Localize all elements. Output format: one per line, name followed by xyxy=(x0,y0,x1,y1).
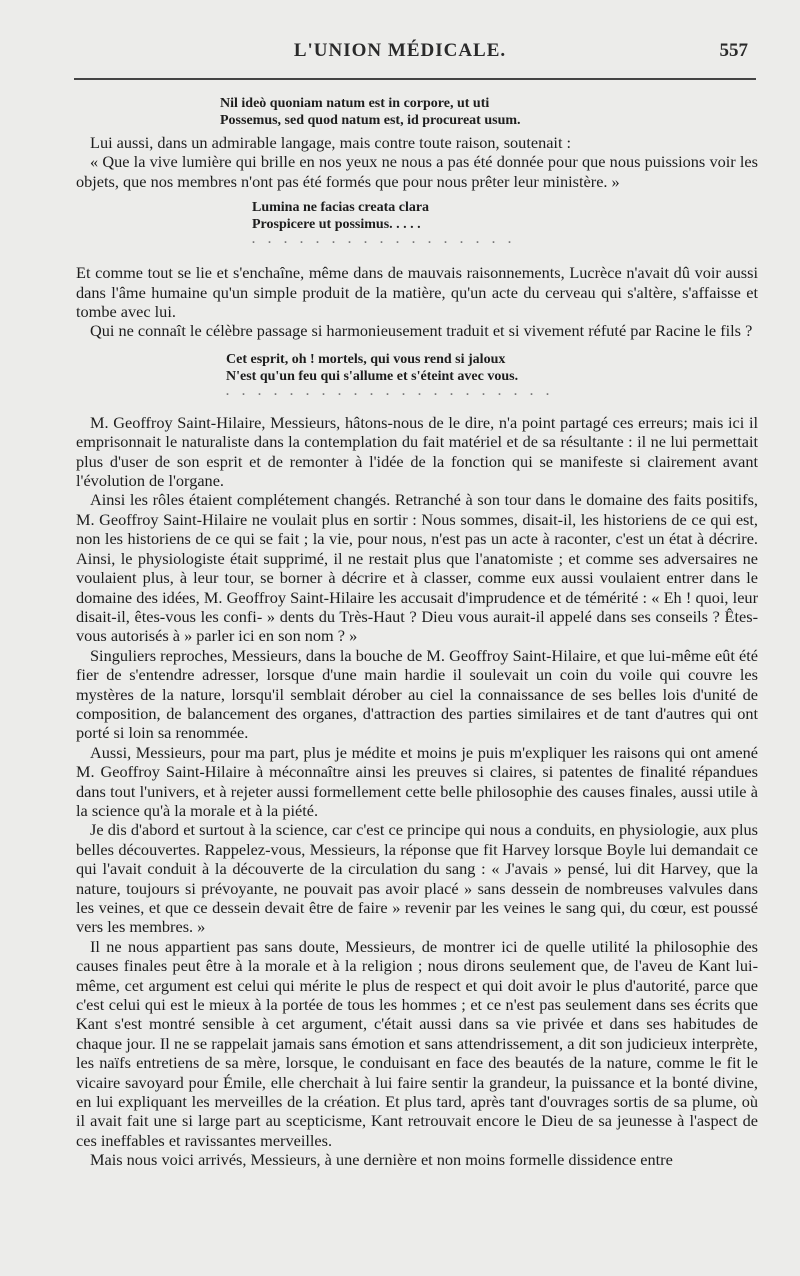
ellipsis-row: . . . . . . . . . . . . . . . . . xyxy=(252,232,516,247)
latin-verse-quote xyxy=(76,199,758,245)
verse-line: Lumina ne facias creata clara xyxy=(252,200,430,216)
paragraph: M. Geoffroy Saint-Hilaire, Messieurs, hâtons-nous de le dire, n'a point partagé ces erreurs; mais ici il emprisonnait le naturaliste dans la contemplation du fait matériel et de sa résultante : il ne lui permettait plus d'user de son esprit et de remonter à l'idée de la fonction qui se manifeste si clairement avant l'évolution de l'organe. xyxy=(76,412,758,491)
paragraph: Lui aussi, dans un admirable langage, mais contre toute raison, soutenait : xyxy=(90,133,572,152)
paragraph: Et comme tout se lie et s'enchaîne, même dans de mauvais raisonnements, Lucrèce n'avait dû voir aussi dans l'âme humaine qu'un simple produit de la matière, qu'un acte du cerveau qui s'altère, s'affaisse et tombe avec lui. xyxy=(76,263,758,322)
page-number: 557 xyxy=(719,40,748,61)
ellipsis-row: . . . . . . . . . . . . . . . . . . . . . xyxy=(226,383,554,398)
paragraph: Qui ne connaît le célèbre passage si harmonieusement traduit et si vivement réfuté par Racine le fils ? xyxy=(90,321,753,341)
french-verse-quote xyxy=(76,351,758,397)
verse-line: Nil ideò quoniam natum est in corpore, ut uti xyxy=(220,96,490,111)
paragraph: Je dis d'abord et surtout à la science, car c'est ce principe qui nous a conduits, en physiologie, aux plus belles découvertes. Rappelez-vous, Messieurs, la réponse que fit Harvey lorsque Boyle lui demandait ce qui l'avait conduit à la découverte de la circulation du sang : « J'avais » pensé, lui dit Harvey, que la nature, toujours si prévoyante, ne pouvait pas avoir placé » sans dessein de nombreuses valvules dans les veines, et que ce dessein devait être de faire » revenir par les veines le sang qui, du cœur, est poussé vers les membres. » xyxy=(76,820,758,937)
paragraph: « Que la vive lumière qui brille en nos yeux ne nous a pas été donnée pour que nous puissions voir les objets, que nos membres n'ont pas été formés que pour nous prêter leur ministère. » xyxy=(76,152,758,191)
header-rule xyxy=(74,78,756,80)
page-header xyxy=(0,40,800,70)
verse-line: Prospicere ut possimus. . . . . xyxy=(252,217,421,233)
paragraph: Ainsi les rôles étaient complétement changés. Retranché à son tour dans le domaine des faits positifs, M. Geoffroy Saint-Hilaire ne voulait plus en sortir : Nous sommes, disait-il, les historiens de ce qui est, non les historiens de ce qui se fait ; la vie, pour nous, n'est pas un acte à raconter, c'est un état à décrire. Ainsi, le physiologiste était supprimé, il ne restait plus que l'anatomiste ; et comme ses adversaires ne voulaient plus, à leur tour, se borner à décrire et à classer, comme eux aussi voulaient entrer dans le domaine des idées, M. Geoffroy Saint-Hilaire les accusait d'imprudence et de témérité : « Eh ! quoi, leur disait-il, êtes-vous les confi- » dents du Très-Haut ? Dieu vous aurait-il appelé dans ses conseils ? Êtes-vous autorisés à » parler ici en son nom ? » xyxy=(76,490,758,646)
running-title: L'UNION MÉDICALE. xyxy=(293,40,507,61)
verse-line: N'est qu'un feu qui s'allume et s'éteint avec vous. xyxy=(226,368,519,384)
paragraph: Mais nous voici arrivés, Messieurs, à une dernière et non moins formelle dissidence entre xyxy=(90,1150,673,1170)
paragraph: Singuliers reproches, Messieurs, dans la bouche de M. Geoffroy Saint-Hilaire, et que lui-même eût été fier de s'entendre adresser, lorsque d'une main hardie il soulevait un coin du voile qui couvre les mystères de la nature, lorsqu'il semblait dérober au ciel la connaissance de ses belles lois d'unité de composition, de balancement des organes, d'attraction des parties similaires et de tant d'autres qui ont porté si loin sa renommée. xyxy=(76,645,758,743)
verse-line: Possemus, sed quod natum est, id procureat usum. xyxy=(220,113,521,128)
verse-line: Cet esprit, oh ! mortels, qui vous rend si jaloux xyxy=(226,351,506,367)
latin-verse-quote xyxy=(76,95,758,129)
paragraph: Aussi, Messieurs, pour ma part, plus je médite et moins je puis m'expliquer les raisons qui ont amené M. Geoffroy Saint-Hilaire à méconnaître ainsi les preuves si claires, si patentes de finalité répandues dans tout l'univers, et à rejeter aussi formellement cette belle philosophie des causes finales, aussi utile à la science qu'à la morale et à la piété. xyxy=(76,742,758,820)
paragraph: Il ne nous appartient pas sans doute, Messieurs, de montrer ici de quelle utilité la philosophie des causes finales peut être à la morale et à la religion ; nous dirons seulement que, de l'aveu de Kant lui-même, cet argument est celui qui mérite le plus de respect et qui doit avoir le plus d'autorité, parce que c'est celui qui est le mieux à la portée de tous les hommes ; et ce n'est pas seulement dans ses écrits que Kant s'est montré sensible à cet argument, c'était aussi dans sa vie privée et dans ses habitudes de chaque jour. Il ne se rappelait jamais sans émotion et sans attendrissement, a dit son judicieux interprète, les naïfs entretiens de sa mère, lorsque, le conduisant en face des beautés de la nature, comme le fit le vicaire savoyard pour Émile, elle cherchait à lui faire sentir la grandeur, la puissance et la bonté divine, en lui expliquant les merveilles de la création. Et plus tard, après tant d'ouvrages sortis de sa plume, où il avait fait une si large part au scepticisme, Kant retrouvait encore le Dieu de sa jeunesse à l'aspect de ces ineffables et ravissantes merveilles. xyxy=(76,936,758,1150)
page-body xyxy=(76,95,758,1170)
